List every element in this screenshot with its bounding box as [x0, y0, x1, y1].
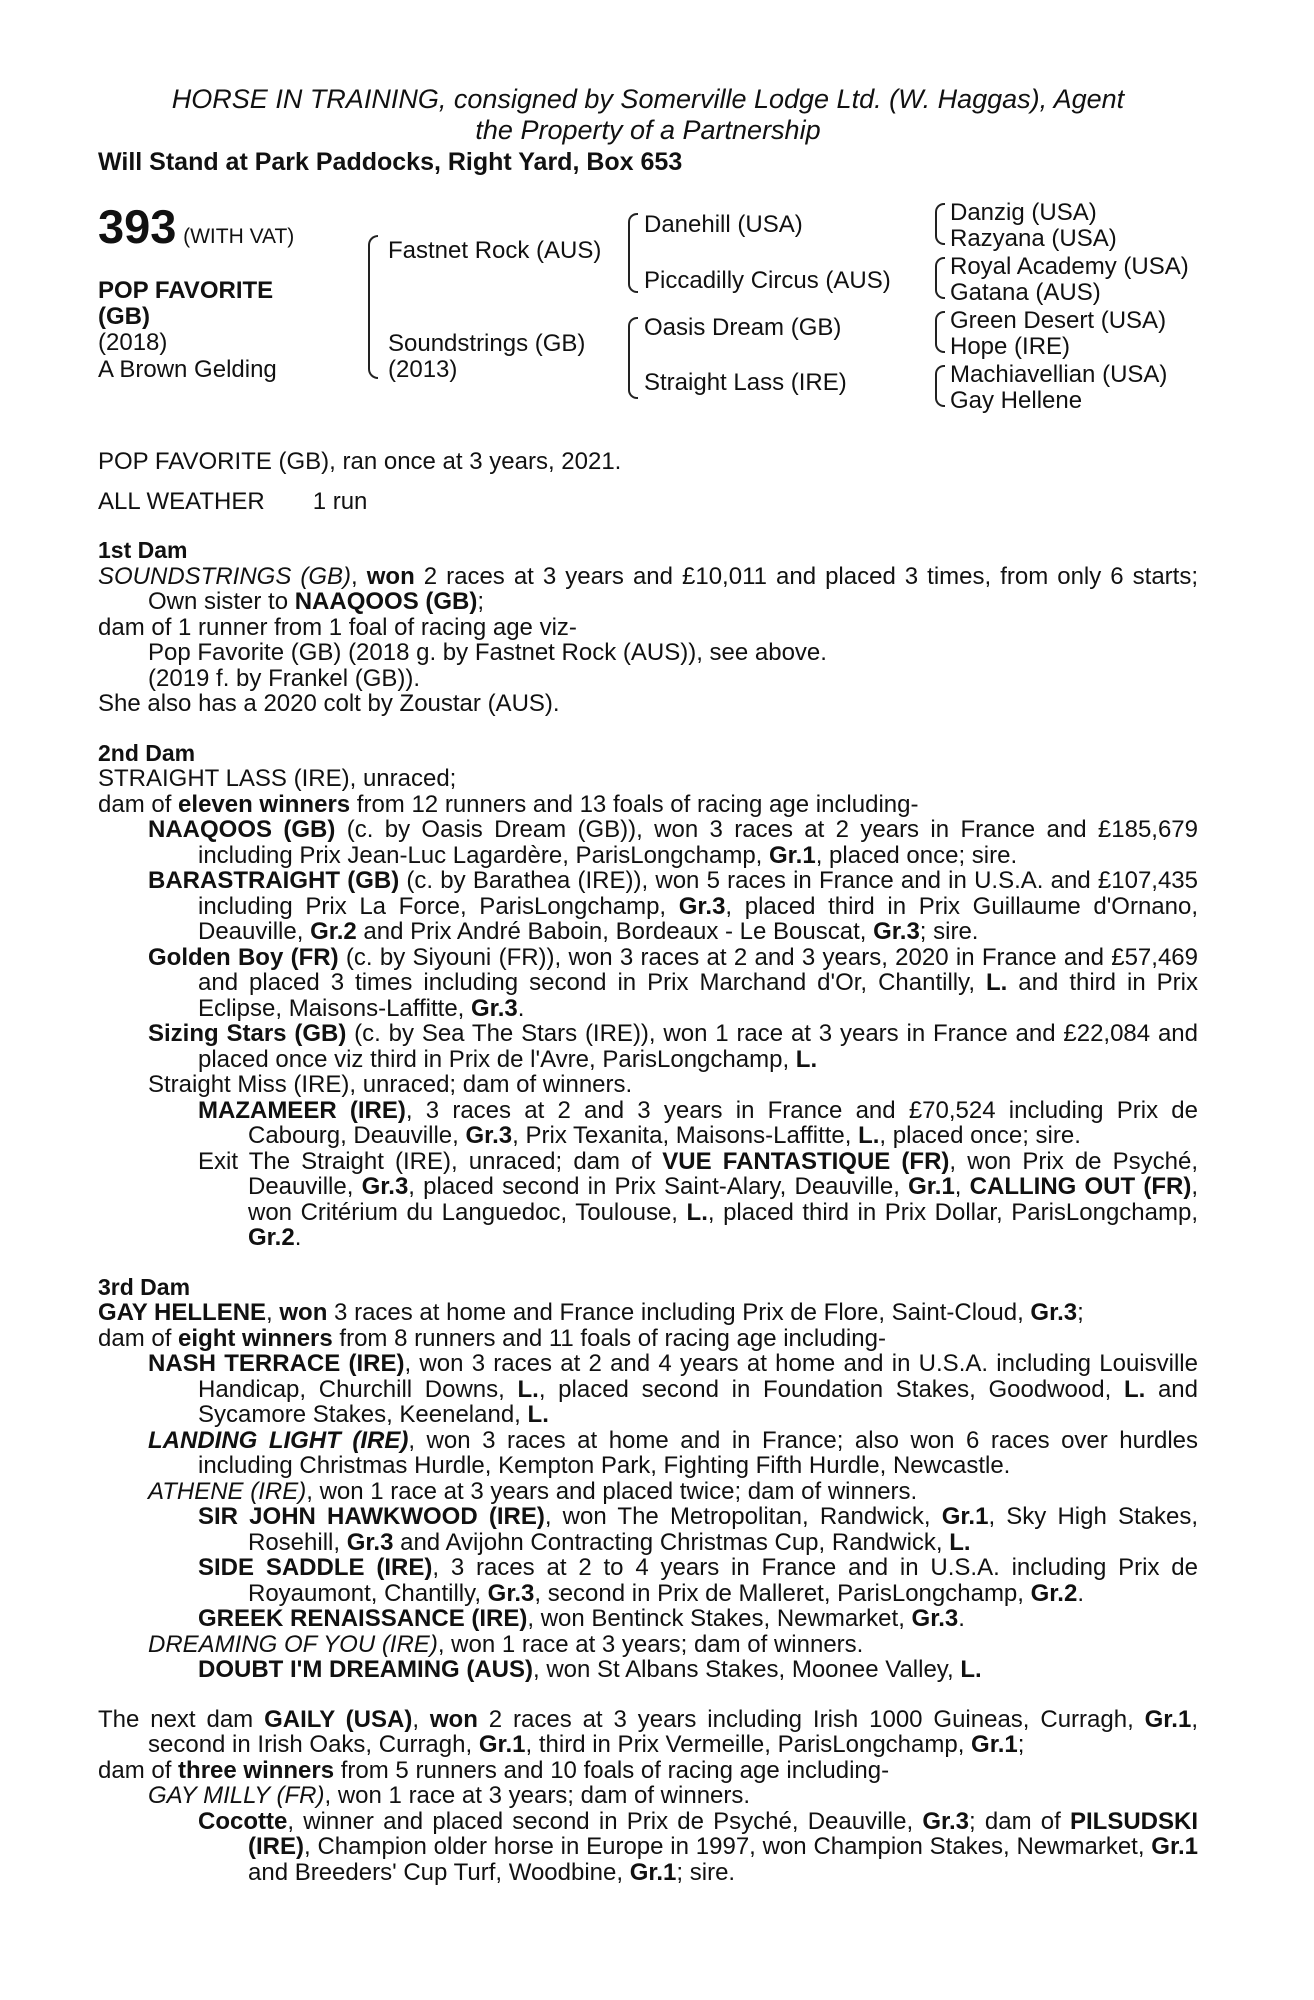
grade: Gr.1 — [769, 841, 816, 869]
stand-location: Will Stand at Park Paddocks, Right Yard, Box 653 — [98, 148, 683, 176]
grade: L. — [795, 1045, 818, 1073]
third-dam-heading: 3rd Dam — [98, 1273, 191, 1300]
won-label: won — [429, 1705, 478, 1733]
dam-name: Soundstrings (GB) — [388, 330, 586, 357]
text: , won 3 races at home and in France; also won 6 races over hurdles including Christmas Hurdle, Kempton Park, Fighting Fifth Hurdle, Newcastle. — [198, 1426, 1199, 1479]
all-weather-value: 1 run — [312, 487, 368, 515]
next-dam-record — [98, 1707, 1198, 1758]
all-weather-row — [98, 489, 1198, 515]
text: and third in Prix Eclipse, Maisons-Laffitte, — [198, 969, 1198, 1022]
grade: Gr.1 — [1144, 1705, 1192, 1733]
text: , — [351, 562, 367, 590]
text: , placed second in Prix Saint-Alary, Deauville, — [408, 1173, 909, 1200]
ped-dds: Machiavellian (USA) — [950, 361, 1168, 388]
entry-sizing-stars — [98, 1021, 1198, 1072]
horse-name: GAY MILLY (FR) — [148, 1782, 325, 1809]
text: , Champion older horse in Europe in 1997, won Champion Stakes, Newmarket, — [304, 1833, 1152, 1860]
second-dam-name: STRAIGHT LASS (IRE), unraced; — [98, 765, 457, 792]
pedigree-block — [98, 199, 1198, 449]
entry-landing-light — [98, 1428, 1198, 1479]
text: from 8 runners and 11 foals of racing age including- — [332, 1324, 886, 1352]
horse-name: BARASTRAIGHT (GB) — [148, 867, 400, 894]
horse-name: Golden Boy (FR) — [148, 943, 339, 971]
grade: Gr.2 — [1030, 1579, 1078, 1607]
text: , — [266, 1299, 280, 1326]
text: ; sire. — [919, 918, 979, 945]
text: , Prix Texanita, Maisons-Laffitte, — [512, 1122, 859, 1149]
grade: L. — [960, 1656, 982, 1683]
entry-doubt-im-dreaming — [98, 1657, 1198, 1683]
grade: Gr.3 — [346, 1528, 394, 1556]
horse-name: CALLING OUT (FR) — [969, 1173, 1192, 1200]
grade: Gr.1 — [971, 1731, 1018, 1758]
ped-sds: Royal Academy (USA) — [950, 253, 1189, 280]
won-label: won — [366, 562, 415, 590]
text: ; — [1077, 1299, 1084, 1326]
horse-name: Cocotte — [198, 1807, 288, 1835]
second-dam-produce — [98, 792, 1198, 818]
grade: Gr.1 — [908, 1173, 955, 1200]
text: The next dam — [98, 1705, 265, 1733]
consignor-line: HORSE IN TRAINING, consigned by Somerville Lodge Ltd. (W. Haggas), Agent — [171, 84, 1125, 114]
text: , placed once; sire. — [879, 1122, 1081, 1149]
racing-record — [98, 449, 1198, 1885]
entry-cocotte — [98, 1809, 1198, 1886]
grade: L. — [985, 969, 1008, 996]
first-dam-heading: 1st Dam — [98, 537, 188, 563]
text: (c. by Barathea (IRE)), won 5 races in France and in U.S.A. and £107,435 including Prix La Force, ParisLongchamp, — [198, 867, 1199, 920]
entry-exit-the-straight — [98, 1149, 1198, 1251]
first-dam-produce: dam of 1 runner from 1 foal of racing age viz- — [98, 613, 577, 641]
first-dam-record — [98, 564, 1198, 615]
text: . — [958, 1605, 965, 1632]
first-dam-name: SOUNDSTRINGS (GB) — [98, 562, 352, 590]
won-label: won — [279, 1299, 328, 1326]
first-dam-note: She also has a 2020 colt by Zoustar (AUS). — [98, 690, 560, 717]
grade: L. — [517, 1375, 539, 1403]
third-dam-record — [98, 1300, 1198, 1326]
entry-naaqoos — [98, 817, 1198, 868]
winners-count: eleven winners — [178, 790, 351, 818]
text: 3 races at home and France including Prix de Flore, Saint-Cloud, — [327, 1299, 1031, 1326]
horse-name: NASH TERRACE (IRE) — [148, 1350, 405, 1377]
grade: Gr.2 — [248, 1224, 295, 1251]
text: dam of — [98, 790, 179, 818]
dam-year: (2013) — [388, 356, 458, 383]
text: , placed once; sire. — [815, 841, 1018, 869]
horse-name: Sizing Stars (GB) — [148, 1020, 347, 1047]
text: ; dam of — [969, 1807, 1070, 1835]
bracket-3 — [935, 311, 945, 353]
grade: Gr.3 — [678, 892, 726, 920]
grade: Gr.3 — [361, 1173, 409, 1200]
grade: L. — [527, 1401, 549, 1428]
text: (c. by Siyouni (FR)), won 3 races at 2 and 3 years, 2020 in France and £57,469 and placed 3 times including second in Prix Marchand d'Or, Chantilly, — [198, 943, 1198, 996]
horse-origin: (GB) — [98, 303, 150, 330]
catalogue-page — [98, 84, 1198, 1885]
text: ; sire. — [676, 1858, 736, 1886]
dam-line-bracket — [628, 317, 638, 399]
grade: L. — [1123, 1375, 1146, 1403]
text: , won 3 races at 2 and 4 years at home and in U.S.A. including Louisville Handicap, Churchill Downs, — [198, 1350, 1198, 1403]
text: from 5 runners and 10 foals of racing age including- — [334, 1756, 890, 1784]
text: and Prix André Baboin, Bordeaux - Le Bouscat, — [356, 918, 874, 945]
horse-description: A Brown Gelding — [98, 356, 277, 383]
horse-name: SIR JOHN HAWKWOOD (IRE) — [198, 1503, 545, 1530]
horse-name: SIDE SADDLE (IRE) — [198, 1554, 433, 1581]
text: 2 races at 3 years and £10,011 and placed 3 times, from only 6 starts; Own sister to — [148, 562, 1198, 615]
entry-gay-milly — [98, 1783, 1198, 1809]
ped-dss: Green Desert (USA) — [950, 307, 1167, 334]
text: ; — [1017, 1731, 1025, 1758]
entry-greek-renaissance — [98, 1606, 1198, 1632]
winners-count: three winners — [178, 1756, 335, 1784]
text: , placed third in Prix Guillaume d'Ornano, Deauville, — [198, 892, 1199, 945]
winners-count: eight winners — [178, 1324, 333, 1352]
entry-straight-miss: Straight Miss (IRE), unraced; dam of winners. — [148, 1071, 633, 1098]
vat-note: (WITH VAT) — [183, 225, 295, 248]
grade: Gr.3 — [487, 1579, 535, 1607]
text: , placed third in Prix Dollar, ParisLongchamp, — [707, 1198, 1198, 1226]
produce-2: (2019 f. by Frankel (GB)). — [148, 664, 421, 692]
sister-name: NAAQOOS (GB) — [294, 588, 478, 615]
text: , won Prix de Psyché, Deauville, — [248, 1147, 1199, 1200]
grade: Gr.2 — [310, 918, 357, 945]
lot-number-line — [98, 199, 294, 254]
dam-dam: Straight Lass (IRE) — [644, 369, 847, 396]
text: , won 1 race at 3 years; dam of winners. — [437, 1630, 864, 1658]
text: , won 1 race at 3 years and placed twice; dam of winners. — [306, 1477, 918, 1505]
horse-name: VUE FANTASTIQUE (FR) — [662, 1147, 950, 1175]
ped-dsd: Hope (IRE) — [950, 333, 1071, 360]
entry-sir-john-hawkwood — [98, 1504, 1198, 1555]
text: , second in Irish Oaks, Curragh, — [148, 1705, 1198, 1758]
entry-nash-terrace — [98, 1351, 1198, 1428]
text: (c. by Sea The Stars (IRE)), won 1 race at 3 years in France and £22,084 and placed once viz third in Prix de l'Avre, ParisLongchamp, — [198, 1020, 1198, 1073]
text: . — [294, 1224, 302, 1251]
horse-name: POP FAVORITE — [98, 277, 274, 304]
dam-sire: Oasis Dream (GB) — [644, 314, 842, 341]
entry-athene — [98, 1479, 1198, 1505]
horse-name: ATHENE (IRE) — [148, 1477, 307, 1505]
pedigree-bracket — [368, 235, 378, 379]
text: from 12 runners and 13 foals of racing age including- — [350, 790, 919, 818]
property-line: the Property of a Partnership — [475, 115, 821, 145]
text: and Breeders' Cup Turf, Woodbine, — [248, 1858, 630, 1886]
bracket-4 — [935, 365, 945, 407]
entry-mazameer — [98, 1098, 1198, 1149]
ped-sdd: Gatana (AUS) — [950, 279, 1101, 306]
grade: Gr.3 — [1030, 1299, 1078, 1326]
text: , won Critérium du Languedoc, Toulouse, — [248, 1173, 1199, 1226]
text: , won The Metropolitan, Randwick, — [544, 1503, 942, 1530]
grade: Gr.1 — [1151, 1833, 1198, 1860]
grade: Gr.3 — [471, 994, 518, 1022]
third-dam-produce — [98, 1326, 1198, 1352]
text: , second in Prix de Malleret, ParisLongchamp, — [534, 1579, 1031, 1607]
text: dam of — [98, 1324, 179, 1352]
horse-name: GREEK RENAISSANCE (IRE) — [198, 1605, 528, 1632]
sire-sire: Danehill (USA) — [644, 211, 803, 238]
bracket-1 — [935, 203, 945, 245]
sire-dam: Piccadilly Circus (AUS) — [644, 267, 891, 294]
grade: Gr.3 — [922, 1807, 970, 1835]
ped-ssd: Razyana (USA) — [950, 225, 1117, 252]
entry-barastraight — [98, 868, 1198, 945]
text: and Sycamore Stakes, Keeneland, — [198, 1375, 1198, 1428]
sire-line-bracket — [628, 213, 638, 293]
second-dam-heading: 2nd Dam — [98, 739, 196, 766]
text: , — [954, 1173, 970, 1200]
text: , — [412, 1705, 430, 1733]
grade: Gr.3 — [465, 1122, 513, 1149]
consignor-header — [98, 84, 1198, 146]
text: , Sky High Stakes, Rosehill, — [248, 1503, 1199, 1556]
text: , won Bentinck Stakes, Newmarket, — [527, 1605, 912, 1632]
entry-side-saddle — [98, 1555, 1198, 1606]
horse-name: MAZAMEER (IRE) — [198, 1096, 406, 1124]
entry-golden-boy — [98, 945, 1198, 1022]
ped-sss: Danzig (USA) — [950, 199, 1097, 226]
next-dam-produce — [98, 1758, 1198, 1784]
text: , won St Albans Stakes, Moonee Valley, — [533, 1656, 961, 1683]
horse-name: GAY HELLENE — [98, 1299, 267, 1326]
text: , placed second in Foundation Stakes, Goodwood, — [538, 1375, 1124, 1403]
grade: L. — [858, 1122, 880, 1149]
text: , third in Prix Vermeille, ParisLongchamp, — [525, 1731, 972, 1758]
produce-1: Pop Favorite (GB) (2018 g. by Fastnet Rock (AUS)), see above. — [148, 639, 827, 666]
grade: Gr.3 — [873, 918, 920, 945]
text: , winner and placed second in Prix de Psyché, Deauville, — [287, 1807, 923, 1835]
text: 2 races at 3 years including Irish 1000 Guineas, Curragh, — [477, 1705, 1145, 1733]
horse-name: GAILY (USA) — [264, 1705, 413, 1733]
text: ; — [477, 588, 485, 615]
horse-name: DREAMING OF YOU (IRE) — [148, 1630, 438, 1658]
grade: Gr.1 — [478, 1731, 526, 1758]
horse-year: (2018) — [98, 329, 168, 356]
text: . — [517, 994, 525, 1022]
bracket-2 — [935, 257, 945, 299]
lot-number: 393 — [98, 200, 177, 253]
text: Exit The Straight (IRE), unraced; dam of — [198, 1147, 663, 1175]
ped-ddd: Gay Hellene — [950, 387, 1083, 414]
text: . — [1077, 1579, 1084, 1607]
horse-name: DOUBT I'M DREAMING (AUS) — [198, 1656, 534, 1683]
horse-name: NAAQOOS (GB) — [148, 816, 336, 843]
grade: L. — [686, 1198, 708, 1226]
all-weather-label: ALL WEATHER — [98, 487, 265, 515]
entry-dreaming-of-you — [98, 1632, 1198, 1658]
text: , 3 races at 2 and 3 years in France and £70,524 including Prix de Cabourg, Deauville, — [248, 1096, 1198, 1149]
grade: Gr.1 — [941, 1503, 989, 1530]
text: (c. by Oasis Dream (GB)), won 3 races at 2 years in France and £185,679 including Prix Jean-Luc Lagardère, ParisLongchamp, — [198, 816, 1198, 869]
text: and Avijohn Contracting Christmas Cup, Randwick, — [393, 1528, 950, 1556]
race-summary: POP FAVORITE (GB), ran once at 3 years, 2021. — [98, 448, 622, 475]
text: , won 1 race at 3 years; dam of winners. — [324, 1782, 751, 1809]
grade: Gr.1 — [629, 1858, 677, 1886]
grade: Gr.3 — [911, 1605, 959, 1632]
grade: L. — [949, 1528, 971, 1556]
text: , 3 races at 2 to 4 years in France and in U.S.A. including Prix de Royaumont, Chantilly, — [248, 1554, 1198, 1607]
horse-name: LANDING LIGHT (IRE) — [148, 1426, 409, 1454]
text: dam of — [98, 1756, 179, 1784]
sire-name: Fastnet Rock (AUS) — [388, 237, 602, 264]
horse-name: PILSUDSKI (IRE) — [248, 1807, 1198, 1860]
